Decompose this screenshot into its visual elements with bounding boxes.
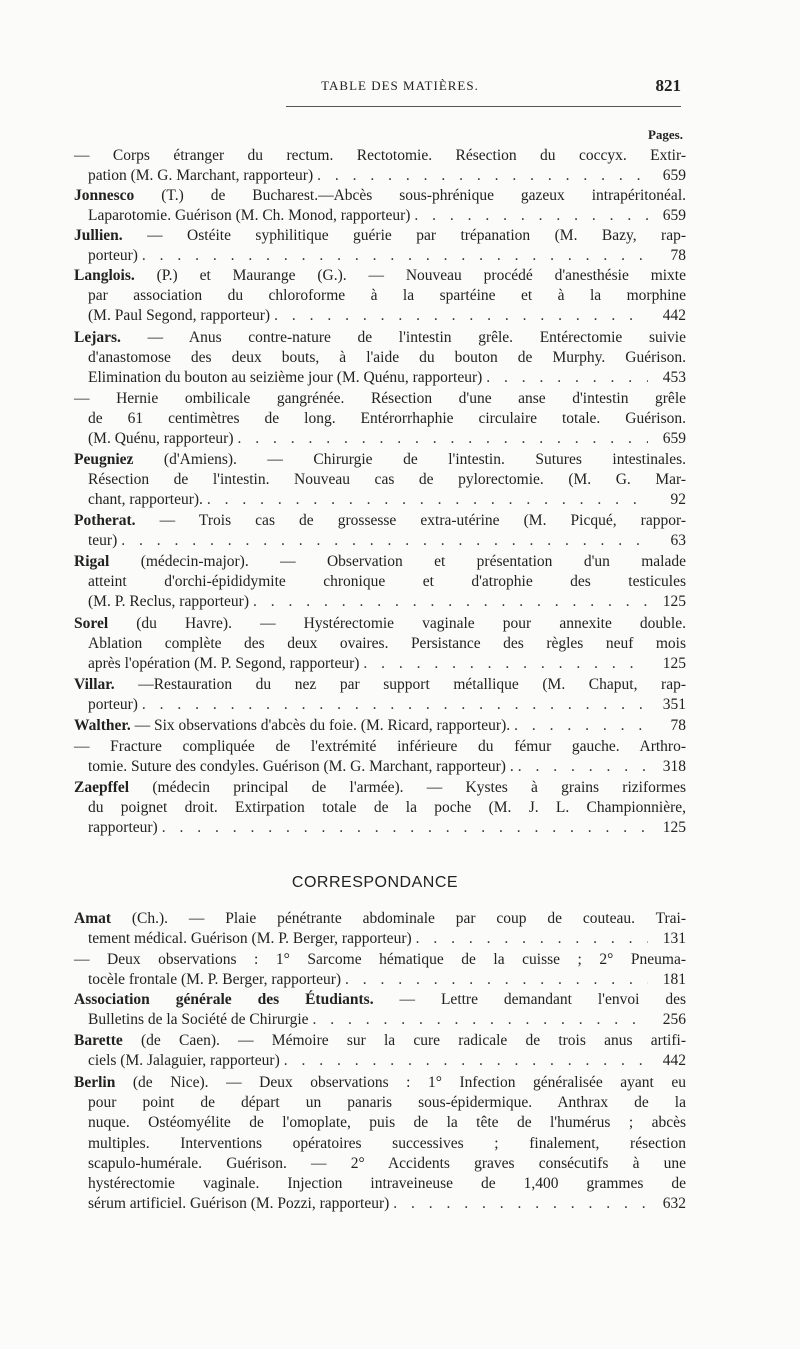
entry-line [74,950,686,970]
entry-page-number: 92 [670,491,686,509]
entry-line [74,1174,686,1194]
entry-line [74,675,686,695]
entry-page-number: 131 [662,930,686,948]
leader-dots [313,1010,648,1030]
entry-text: Langlois. (P.) et Maurange (G.). — Nouveau procédé d'anesthésie mixte [74,267,686,284]
entry-last-line [74,490,686,510]
entry-last-line [74,429,686,449]
entry-line [74,1113,686,1133]
entry-text: multiples. Interventions opératoires successives ; finalement, résection [88,1134,686,1152]
entry-page-number: 78 [670,247,686,265]
index-entry [74,614,686,675]
entry-text: Potherat. — Trois cas de grossesse extra-utérine (M. Picqué, rappor- [74,512,686,529]
header-rule [286,106,681,107]
entry-author: Potherat. [74,512,136,529]
entry-text: — Hernie ombilicale gangrénée. Résection d'une anse d'intestin grêle [74,390,686,407]
entry-last-line [74,166,686,186]
entry-last-line [74,246,686,266]
entry-author: Zaepffel [74,779,130,796]
leader-dots [416,929,648,949]
entry-line [74,909,686,929]
entry-text: (M. P. Reclus, rapporteur) [88,593,249,611]
entry-text: d'anastomose des deux bouts, à l'aide du bouton de Murphy. Guérison. [88,349,686,367]
index-entry [74,511,686,551]
entry-line [74,328,686,348]
entry-line [74,1031,686,1051]
entry-text: ciels (M. Jalaguier, rapporteur) [88,1052,280,1070]
entry-last-line [74,716,686,736]
index-entry [74,266,686,327]
entry-text: chant, rapporteur). [88,491,203,509]
entry-line [74,286,686,306]
entry-line [74,409,686,429]
entry-last-line [74,929,686,949]
leader-dots [317,166,648,186]
leader-dots [162,818,648,838]
index-entry [74,716,686,736]
leader-dots [363,654,648,674]
index-entry [74,737,686,777]
entry-author: Barette [74,1032,123,1049]
entry-text: — Corps étranger du rectum. Rectotomie. Résection du coccyx. Extir- [74,147,686,164]
entry-text: par association du chloroforme à la spartéine et à la morphine [88,287,686,305]
entry-text: Bulletins de la Société de Chirurgie [88,1011,309,1029]
entry-author: Jonnesco [74,187,135,204]
index-entry [74,389,686,450]
entry-page-number: 659 [662,207,686,225]
leader-dots [237,429,648,449]
entry-text: tomie. Suture des condyles. Guérison (M. G. Marchant, rapporteur) . [88,758,514,776]
leader-dots [142,246,648,266]
entry-text: Barette (de Caen). — Mémoire sur la cure radicale de trois anus artifi- [74,1032,686,1049]
entry-page-number: 453 [662,369,686,387]
index-entry [74,990,686,1030]
leader-dots [121,531,648,551]
index-entry [74,226,686,266]
entry-author: Peugniez [74,451,134,468]
entry-line [74,1073,686,1093]
page-number: 821 [655,76,681,95]
entry-page-number: 659 [662,430,686,448]
entry-text: porteur) [88,247,138,265]
entry-line [74,1134,686,1154]
entry-text: Peugniez (d'Amiens). — Chirurgie de l'intestin. Sutures intestinales. [74,451,686,468]
index-entry [74,675,686,715]
leader-dots [274,306,648,326]
entry-text: scapulo-humérale. Guérison. — 2° Accidents graves consécutifs à une [88,1154,686,1172]
index-entry [74,909,686,949]
entry-text: du poignet droit. Extirpation totale de la poche (M. J. L. Championnière, [88,799,686,817]
leader-dots [486,368,648,388]
entry-author: Association générale des Étudiants. [74,991,374,1008]
entry-line [74,737,686,757]
entry-text: Ablation complète des deux ovaires. Persistance des règles neuf mois [88,635,686,653]
entry-text: — Fracture compliquée de l'extrémité inférieure du fémur gauche. Arthro- [74,738,686,755]
entry-text: Laparotomie. Guérison (M. Ch. Monod, rapporteur) [88,207,411,225]
entry-author: Jullien. [74,227,123,244]
entry-last-line [74,695,686,715]
leader-dots [345,970,648,990]
entry-page-number: 442 [662,307,686,325]
entry-text: (M. Paul Segond, rapporteur) [88,307,271,325]
entry-author: Amat [74,910,112,927]
entry-line [74,450,686,470]
entry-text: Lejars. — Anus contre-nature de l'intestin grêle. Entérectomie suivie [74,329,686,346]
entry-author: Sorel [74,615,109,632]
entry-text: Résection de l'intestin. Nouveau cas de pylorectomie. (M. G. Mar- [88,471,686,489]
entry-page-number: 632 [662,1195,686,1213]
entry-line [74,511,686,531]
entry-page-number: 659 [662,167,686,185]
entry-line [74,226,686,246]
entry-line [74,266,686,286]
entry-text: nuque. Ostéomyélite de l'omoplate, puis de la tête de l'humérus ; abcès [88,1114,686,1132]
entry-text: après l'opération (M. P. Segond, rapporteur) [88,655,360,673]
section-title: CORRESPONDANCE [291,874,459,891]
entry-text: Rigal (médecin-major). — Observation et présentation d'un malade [74,553,686,570]
index-entry [74,1031,686,1071]
entry-line [74,1093,686,1113]
entry-author: Rigal [74,553,110,570]
entry-page-number: 442 [662,1052,686,1070]
index-entry [74,328,686,389]
entry-text: hystérectomie vaginale. Injection intraveineuse de 1,400 grammes de [88,1174,686,1192]
running-head [0,76,800,98]
entry-page-number: 78 [670,717,686,734]
entry-line [74,1154,686,1174]
entry-text: Zaepffel (médecin principal de l'armée). — Kystes à grains riziformes [74,779,686,796]
entry-last-line [74,368,686,388]
entry-last-line [74,1194,686,1214]
entry-last-line [74,531,686,551]
entry-text: Amat (Ch.). — Plaie pénétrante abdominale par coup de couteau. Trai- [74,910,686,927]
entry-last-line [74,592,686,612]
leader-dots [393,1194,648,1214]
entry-page-number: 256 [662,1011,686,1029]
index-entry [74,450,686,511]
leader-dots [142,695,648,715]
entry-line [74,348,686,368]
pages-column-label: Pages. [647,127,683,142]
entry-text: pation (M. G. Marchant, rapporteur) [88,167,314,185]
entry-text: Elimination du bouton au seizième jour (M. Quénu, rapporteur) [88,369,483,387]
entry-text: (M. Quénu, rapporteur) [88,430,234,448]
entry-page-number: 351 [662,696,686,714]
entry-last-line [74,1051,686,1071]
entry-page-number: 125 [662,593,686,611]
entry-last-line [74,206,686,226]
entry-last-line [74,1010,686,1030]
entry-text: sérum artificiel. Guérison (M. Pozzi, rapporteur) [88,1195,390,1213]
entry-text: teur) [88,532,118,550]
entry-last-line [74,970,686,990]
entry-text: de 61 centimètres de long. Entérorrhaphie circulaire totale. Guérison. [88,410,686,428]
entry-author: Villar. [74,676,115,693]
leader-dots [284,1051,648,1071]
entry-last-line [74,818,686,838]
index-entry [74,146,686,186]
entry-line [74,778,686,798]
entry-author: Lejars. [74,329,121,346]
entry-line [74,990,686,1010]
entry-last-line [74,306,686,326]
index-entry [74,186,686,226]
entry-text: Jullien. — Ostéite syphilitique guérie par trépanation (M. Bazy, rap- [74,227,686,244]
entry-line [74,146,686,166]
entry-line [74,634,686,654]
index-entry [74,552,686,613]
entry-last-line [74,654,686,674]
index-entry [74,1073,686,1214]
entry-page-number: 125 [662,819,686,837]
entry-page-number: 125 [662,655,686,673]
entry-author: Walther. [74,717,131,734]
entry-line [74,470,686,490]
entry-last-line [74,757,686,777]
entry-author: Berlin [74,1074,116,1091]
index-entry [74,950,686,990]
running-title: TABLE DES MATIÈRES. [321,78,479,93]
entry-line [74,552,686,572]
entry-line [74,572,686,592]
entry-text: tement médical. Guérison (M. P. Berger, rapporteur) [88,930,412,948]
entry-text: tocèle frontale (M. P. Berger, rapporteur) [88,971,342,989]
entry-author: Langlois. [74,267,135,284]
entry-line [74,614,686,634]
entry-text: Walther. — Six observations d'abcès du foie. (M. Ricard, rapporteur). [74,717,511,734]
entry-text: Sorel (du Havre). — Hystérectomie vaginale pour annexite double. [74,615,686,632]
leader-dots [207,490,648,510]
entry-page-number: 181 [662,971,686,989]
entry-line [74,186,686,206]
leader-dots [514,716,648,736]
entry-text: pour point de départ un panaris sous-épidermique. Anthrax de la [88,1094,686,1112]
entry-line [74,798,686,818]
entry-text: Association générale des Étudiants. — Lettre demandant l'envoi des [74,991,686,1008]
leader-dots [414,206,648,226]
leader-dots [518,757,648,777]
entry-text: rapporteur) [88,819,158,837]
entry-text: Berlin (de Nice). — Deux observations : 1° Infection généralisée ayant eu [74,1074,686,1091]
entry-page-number: 63 [670,532,686,550]
entry-page-number: 318 [662,758,686,776]
entry-text: atteint d'orchi-épididymite chronique et d'atrophie des testicules [88,573,686,591]
entry-text: porteur) [88,696,138,714]
entry-line [74,389,686,409]
index-entry [74,778,686,839]
entry-text: — Deux observations : 1° Sarcome hématique de la cuisse ; 2° Pneuma- [74,951,686,968]
entry-text: Jonnesco (T.) de Bucharest.—Abcès sous-phrénique gazeux intrapéritonéal. [74,187,686,204]
entry-text: Villar. —Restauration du nez par support métallique (M. Chaput, rap- [74,676,686,693]
leader-dots [253,592,648,612]
